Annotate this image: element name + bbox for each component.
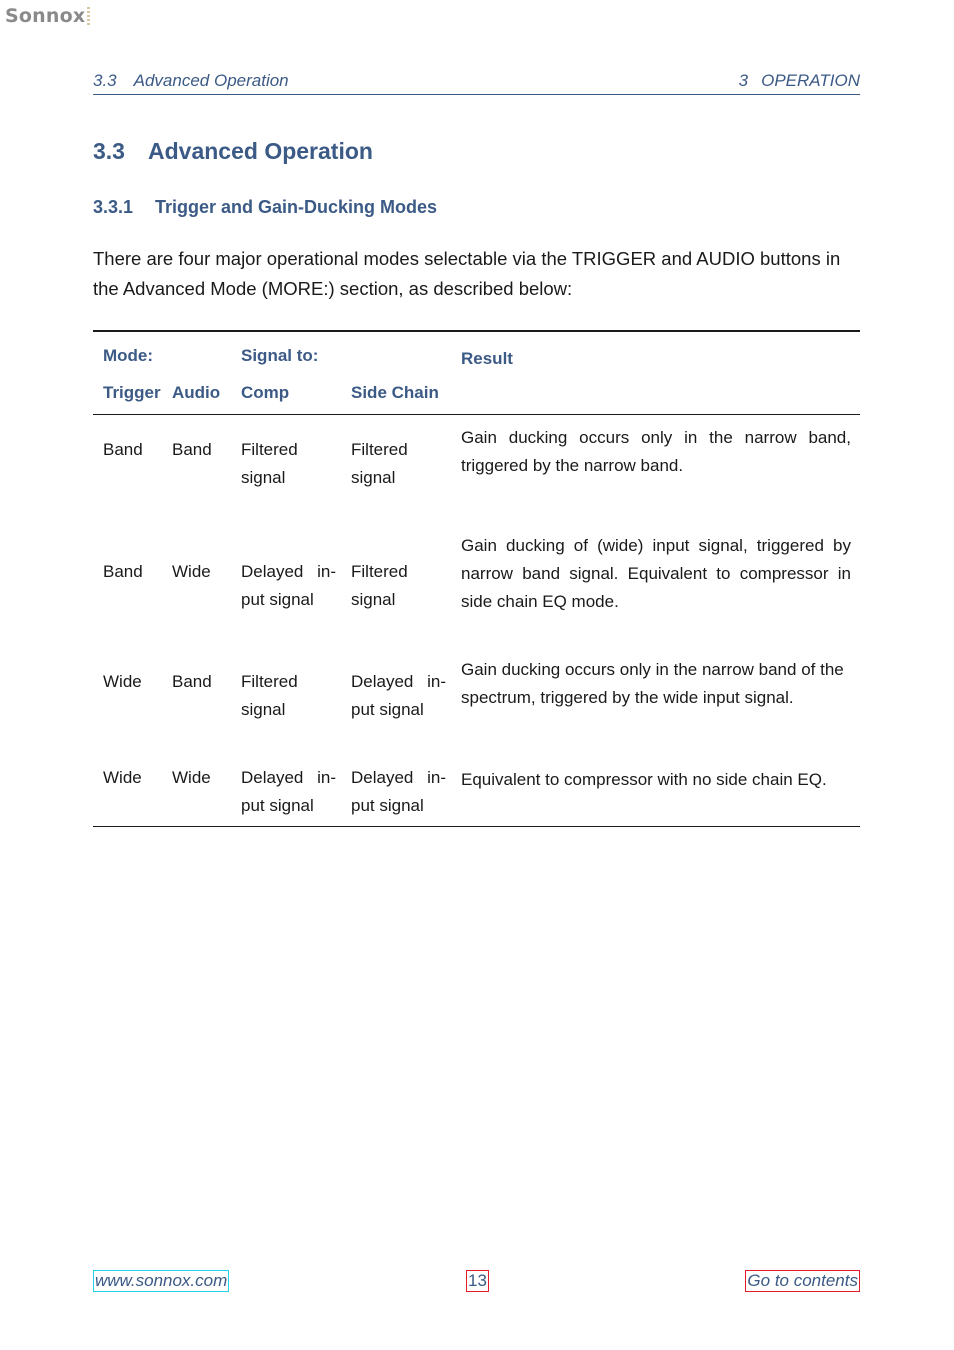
- running-header-right-number: 3: [738, 71, 749, 90]
- header-side-chain: Side Chain: [351, 383, 439, 402]
- running-header-left: [93, 71, 289, 91]
- header-audio: Audio: [172, 383, 221, 402]
- section-title: [93, 138, 373, 165]
- logo-dots-graphic: [87, 7, 90, 25]
- row-1-audio: Band: [172, 440, 212, 459]
- row-2-result: Gain ducking of (wide) input signal, triggered by narrow band signal. Equivalent to compressor in side chain EQ mode.: [461, 536, 851, 611]
- go-to-contents-link[interactable]: Go to contents: [747, 1271, 858, 1290]
- row-4-trigger: Wide: [103, 768, 142, 787]
- intro-paragraph: There are four major operational modes selectable via the TRIGGER and AUDIO buttons in the Advanced Mode (MORE:) section, as described below:: [93, 248, 841, 299]
- running-header: [93, 71, 860, 95]
- row-2-side-chain: Filtered signal: [351, 562, 408, 609]
- row-3-audio: Band: [172, 672, 212, 691]
- row-4-comp: Delayed in-put signal: [241, 768, 336, 815]
- running-header-left-number: 3.3: [93, 71, 117, 90]
- row-3-side-chain: Delayed in-put signal: [351, 672, 446, 719]
- row-1-trigger: Band: [103, 440, 143, 459]
- header-divider: [93, 414, 860, 415]
- website-link[interactable]: www.sonnox.com: [95, 1271, 228, 1290]
- header-mode: Mode:: [103, 346, 154, 365]
- running-header-right: [739, 71, 860, 91]
- header-comp: Comp: [241, 383, 290, 402]
- subsection-title-text: Trigger and Gain-Ducking Modes: [155, 197, 438, 217]
- section-number: 3.3: [93, 138, 125, 164]
- row-4-result: Equivalent to compressor with no side chain EQ.: [461, 770, 827, 789]
- row-2-comp: Delayed in-put signal: [241, 562, 336, 609]
- row-2-trigger: Band: [103, 562, 143, 581]
- row-3-comp: Filtered signal: [241, 672, 298, 719]
- row-3-trigger: Wide: [103, 672, 142, 691]
- row-2-audio: Wide: [172, 562, 211, 581]
- row-1-result: Gain ducking occurs only in the narrow band, triggered by the narrow band.: [461, 428, 851, 475]
- subsection-number: 3.3.1: [93, 197, 134, 217]
- modes-table: [93, 330, 860, 827]
- running-header-right-title: OPERATION: [761, 71, 860, 90]
- header-result: Result: [461, 349, 513, 368]
- header-signal-to: Signal to:: [241, 346, 319, 365]
- row-3-result: Gain ducking occurs only in the narrow band of the spectrum, triggered by the wide input signal.: [461, 660, 844, 707]
- row-4-side-chain: Delayed in-put signal: [351, 768, 446, 815]
- row-4-audio: Wide: [172, 768, 211, 787]
- section-title-text: Advanced Operation: [148, 138, 373, 164]
- row-1-side-chain: Filtered signal: [351, 440, 408, 487]
- header-trigger: Trigger: [103, 383, 161, 402]
- page-number-link[interactable]: 13: [468, 1271, 487, 1290]
- logo-text: Sonnox: [5, 5, 86, 27]
- row-1-comp: Filtered signal: [241, 440, 298, 487]
- running-header-left-title: Advanced Operation: [133, 71, 289, 90]
- sonnox-logo: [5, 5, 90, 27]
- subsection-title: [93, 197, 437, 218]
